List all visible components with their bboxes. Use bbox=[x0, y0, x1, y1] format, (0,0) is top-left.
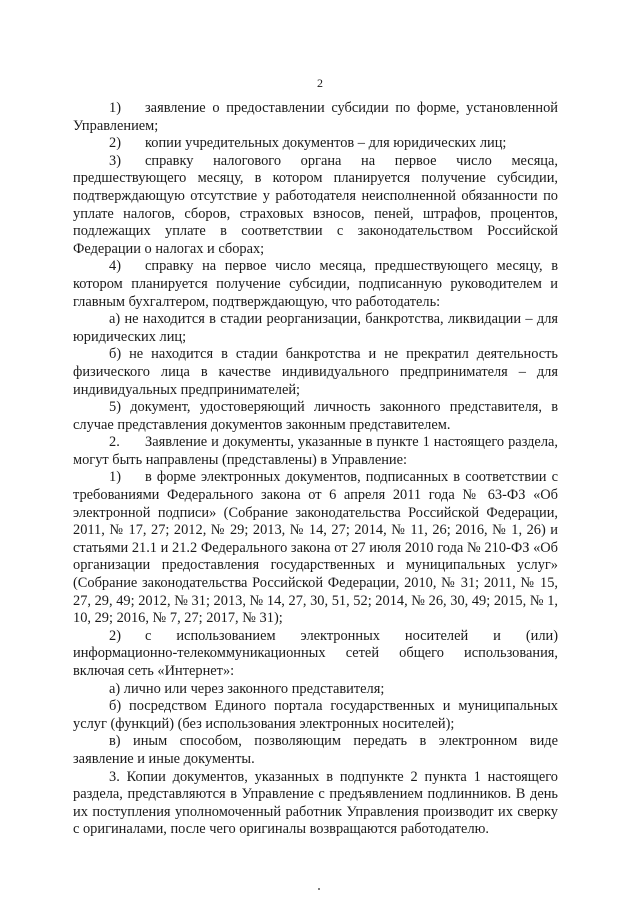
page-number: 2 bbox=[317, 76, 323, 90]
paragraph-item: б) посредством Единого портала государственных и муниципальных услуг (функций) (без использования электронных носителей); bbox=[73, 698, 558, 732]
paragraph-item: 5) документ, удостоверяющий личность законного представителя, в случае представления документов законным представителем. bbox=[73, 399, 558, 433]
paragraph-item: 3) справку налогового органа на первое число месяца, предшествующего месяцу, в котором планируется получение субсидии, подтверждающую отсутствие у работодателя неисполненной обязанности по уплате налогов, сборов, страховых взносов, пеней, штрафов, процентов, подлежащих уплате в соответствии с законодательством Российской Федерации о налогах и сборах; bbox=[73, 152, 558, 257]
paragraph-item: 1) заявление о предоставлении субсидии по форме, установленной Управлением; bbox=[73, 100, 558, 134]
document-body bbox=[73, 100, 558, 839]
paragraph-item: в) иным способом, позволяющим передать в электронном виде заявление и иные документы. bbox=[73, 733, 558, 767]
paragraph-item: а) не находится в стадии реорганизации, банкротства, ликвидации – для юридических лиц; bbox=[73, 311, 558, 345]
paragraph-item: б) не находится в стадии банкротства и не прекратил деятельность физического лица в качестве индивидуального предпринимателя – для индивидуальных предпринимателей; bbox=[73, 346, 558, 398]
paragraph-item: 1) в форме электронных документов, подписанных в соответствии с требованиями Федерального закона от 6 апреля 2011 года № 63-ФЗ «Об электронной подписи» (Собрание законодательства Российской Федерации, 2011, № 17, 27; 2012, № 29; 2013, № 14, 27; 2014, № 11, 26; 2016, № 1, 26) и статьями 21.1 и 21.2 Федерального закона от 27 июля 2010 года № 210-ФЗ «Об организации предоставления государственных и муниципальных услуг» (Собрание законодательства Российской Федерации, 2010, № 31; 2011, № 15, 27, 29, 49; 2012, № 31; 2013, № 14, 27, 30, 51, 52; 2014, № 26, 30, 49; 2015, № 1, 10, 29; 2016, № 7, 27; 2017, № 31); bbox=[73, 469, 558, 627]
paragraph-item: 2. Заявление и документы, указанные в пункте 1 настоящего раздела, могут быть направлены (представлены) в Управление: bbox=[73, 434, 558, 468]
paragraph-item: 2) с использованием электронных носителей и (или) информационно-телекоммуникационных сетей общего использования, включая сеть «Интернет»: bbox=[73, 627, 558, 679]
scan-speck bbox=[318, 888, 320, 890]
paragraph-item: 2) копии учредительных документов – для юридических лиц; bbox=[109, 135, 507, 152]
paragraph-item: а) лично или через законного представителя; bbox=[109, 680, 385, 697]
paragraph-item: 4) справку на первое число месяца, предшествующего месяцу, в котором планируется получение субсидии, подписанную руководителем и главным бухгалтером, подтверждающую, что работодатель: bbox=[73, 258, 558, 310]
paragraph-item: 3. Копии документов, указанных в подпункте 2 пункта 1 настоящего раздела, представляются в Управление с предъявлением подлинников. В день их поступления уполномоченный работник Управления производит их сверку с оригиналами, после чего оригиналы возвращаются работодателю. bbox=[73, 768, 558, 838]
